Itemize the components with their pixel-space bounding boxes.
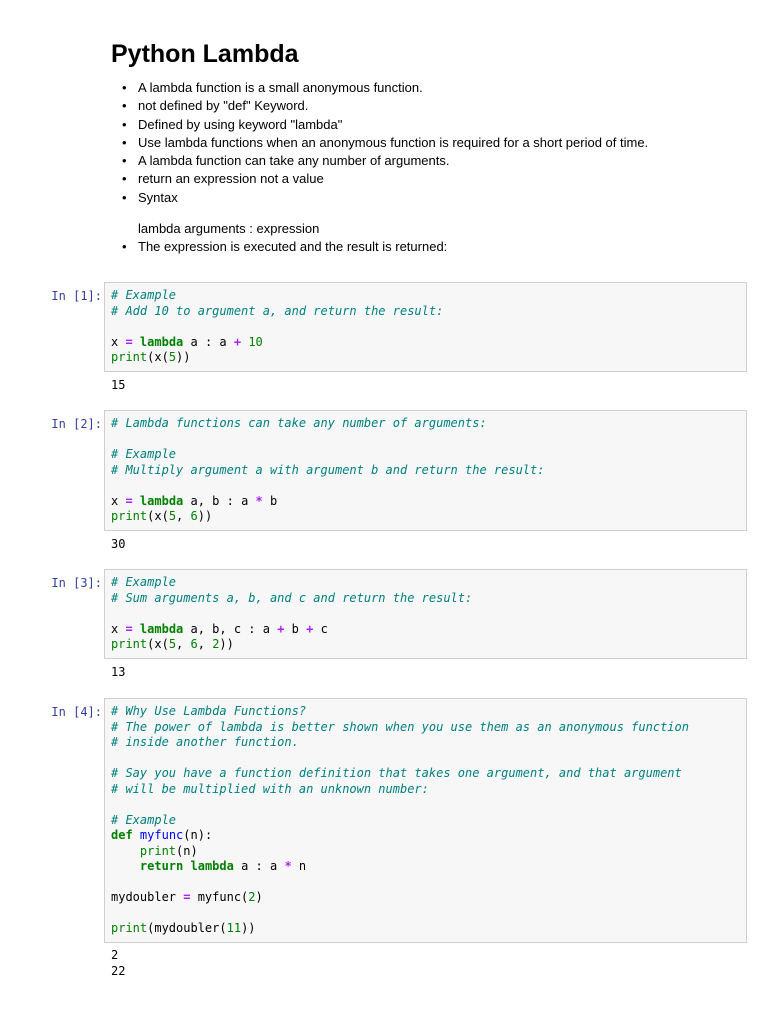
- code-token: # Say you have a function definition that takes one argument, and that argument: [111, 766, 682, 780]
- code-line: [111, 494, 741, 510]
- code-line: [111, 509, 741, 525]
- code-token: +: [306, 621, 314, 636]
- code-line: [111, 350, 741, 366]
- code-token: [133, 335, 140, 349]
- code-token: x: [111, 493, 126, 508]
- code-token: # Sum arguments a, b, and c and return the result:: [111, 590, 473, 605]
- code-token: 5: [168, 509, 177, 523]
- code-token: 2: [212, 637, 220, 651]
- code-line: [111, 637, 741, 653]
- code-token: # Example: [111, 447, 177, 461]
- code-line: [111, 813, 741, 829]
- code-token: )): [241, 921, 256, 935]
- code-line: [111, 766, 741, 782]
- code-line: [111, 432, 741, 448]
- code-token: n: [291, 859, 307, 873]
- code-token: # Example: [111, 288, 177, 302]
- code-token: # Why Use Lambda Functions?: [111, 704, 307, 718]
- code-token: return: [139, 859, 184, 873]
- code-line: [111, 575, 741, 591]
- code-token: ,: [176, 637, 191, 651]
- code-line: [111, 859, 741, 875]
- code-token: 5: [168, 637, 177, 651]
- code-line: [111, 751, 741, 767]
- code-token: [183, 859, 190, 873]
- bullet-text: Syntax: [138, 189, 178, 205]
- bullet-icon: •: [122, 153, 127, 169]
- code-token: [133, 494, 140, 508]
- code-cell-4[interactable]: [104, 698, 747, 943]
- code-token: print: [139, 843, 177, 858]
- code-line: [111, 463, 741, 479]
- code-line: [111, 797, 741, 813]
- code-editor[interactable]: [111, 416, 741, 525]
- code-token: # Multiply argument a with argument b and return the result:: [111, 462, 545, 477]
- bullet-item: [120, 189, 740, 207]
- code-token: # will be multiplied with an unknown number:: [111, 781, 429, 796]
- code-token: myfunc: [139, 828, 184, 842]
- code-token: =: [183, 890, 191, 904]
- code-cell-2[interactable]: [104, 410, 747, 531]
- code-token: print: [111, 350, 148, 364]
- code-editor[interactable]: [111, 288, 741, 366]
- code-editor[interactable]: [111, 704, 741, 937]
- code-token: # Example: [111, 812, 177, 827]
- cell-output: 2 22: [111, 948, 126, 978]
- bullet-item: [120, 116, 740, 134]
- code-token: 6: [190, 509, 198, 523]
- code-token: *: [255, 493, 263, 508]
- bullet-text: The expression is executed and the result is returned:: [138, 239, 448, 254]
- code-line: [111, 447, 741, 463]
- code-token: *: [284, 859, 292, 873]
- code-token: lambda: [139, 621, 184, 636]
- code-token: [133, 622, 140, 636]
- code-token: a : a: [183, 334, 234, 349]
- bullet-text: not defined by "def" Keyword.: [138, 98, 309, 114]
- code-token: # Lambda functions can take any number of arguments:: [111, 416, 487, 430]
- code-line: [111, 735, 741, 751]
- code-token: 6: [190, 637, 198, 651]
- code-token: # inside another function.: [111, 735, 299, 749]
- code-token: print: [111, 509, 148, 523]
- code-token: (x(: [147, 637, 169, 651]
- code-token: )): [197, 509, 213, 523]
- code-token: 5: [168, 350, 177, 364]
- code-token: [133, 828, 140, 842]
- code-line: [111, 875, 741, 891]
- code-token: def: [111, 828, 133, 842]
- code-token: [111, 844, 140, 858]
- code-line: [111, 304, 741, 320]
- bullet-text: Use lambda functions when an anonymous function is required for a short period of time.: [138, 134, 649, 150]
- code-line: [111, 720, 741, 736]
- bullet-icon: •: [122, 98, 127, 114]
- code-token: c: [313, 621, 328, 636]
- bullet-text: Defined by using keyword "lambda": [138, 116, 343, 132]
- code-token: print: [111, 921, 148, 935]
- code-token: (n): [176, 843, 198, 858]
- code-line: [111, 704, 741, 720]
- code-line: [111, 921, 741, 937]
- code-token: x: [111, 621, 126, 636]
- code-token: =: [125, 334, 133, 349]
- cell-prompt: In [2]:: [51, 417, 102, 431]
- cell-prompt: In [4]:: [51, 705, 102, 719]
- syntax-example: lambda arguments : expression: [138, 221, 320, 236]
- code-token: 11: [226, 921, 242, 935]
- code-line: [111, 288, 741, 304]
- bullet-item: [120, 170, 740, 188]
- code-token: # Example: [111, 575, 177, 589]
- code-line: [111, 782, 741, 798]
- bullet-icon: •: [122, 80, 127, 95]
- intro-bullet-list: [120, 79, 740, 207]
- code-token: a, b : a: [183, 493, 256, 508]
- code-cell-1[interactable]: [104, 282, 747, 372]
- code-line: [111, 478, 741, 494]
- code-token: b: [284, 621, 307, 636]
- code-line: [111, 416, 741, 432]
- code-token: ): [255, 890, 263, 904]
- code-token: +: [233, 334, 242, 349]
- cell-output: 15: [111, 378, 126, 392]
- code-token: mydoubler: [111, 890, 184, 904]
- bullet-item: [120, 134, 740, 152]
- code-token: =: [125, 493, 133, 508]
- code-token: myfunc(: [190, 890, 249, 904]
- code-token: lambda: [139, 493, 184, 508]
- code-token: )): [219, 637, 234, 651]
- code-token: ,: [176, 509, 191, 523]
- bullet-icon: •: [122, 116, 127, 132]
- bullet-item: [120, 152, 740, 170]
- code-line: [111, 319, 741, 335]
- code-editor[interactable]: [111, 575, 741, 653]
- page-title: Python Lambda: [111, 40, 299, 68]
- cell-prompt: In [1]:: [51, 289, 102, 303]
- code-line: [111, 622, 741, 638]
- code-token: (mydoubler(: [147, 921, 227, 935]
- code-line: [111, 335, 741, 351]
- bullet-icon: •: [122, 189, 127, 205]
- code-token: [111, 859, 140, 873]
- code-token: =: [125, 621, 133, 636]
- bullet-text: return an expression not a value: [138, 171, 324, 187]
- code-token: # Add 10 to argument a, and return the result:: [111, 303, 444, 318]
- code-token: x: [111, 334, 126, 349]
- code-line: [111, 828, 741, 844]
- code-token: a, b, c : a: [183, 621, 278, 636]
- code-cell-3[interactable]: [104, 569, 747, 659]
- code-line: [111, 890, 741, 906]
- code-token: (x(: [147, 509, 169, 523]
- bullet-icon: •: [122, 171, 127, 187]
- code-line: [111, 591, 741, 607]
- cell-output: 30: [111, 537, 126, 551]
- cell-prompt: In [3]:: [51, 576, 102, 590]
- code-token: (x(: [147, 350, 169, 364]
- code-token: 10: [248, 334, 263, 349]
- bullet-item: [120, 97, 740, 115]
- bullet-text: A lambda function can take any number of arguments.: [138, 153, 450, 169]
- code-token: ,: [197, 637, 213, 651]
- code-line: [111, 844, 741, 860]
- code-token: +: [277, 621, 285, 636]
- bullet-icon: •: [122, 239, 127, 254]
- bullet-item: [120, 79, 740, 97]
- outro-bullet-list: [120, 238, 447, 256]
- code-line: [111, 606, 741, 622]
- code-token: 2: [248, 890, 256, 904]
- code-token: a : a: [233, 859, 285, 873]
- code-token: lambda: [139, 334, 184, 349]
- cell-output: 13: [111, 665, 126, 679]
- bullet-icon: •: [122, 134, 127, 150]
- code-token: )): [176, 350, 191, 364]
- code-token: (n):: [183, 828, 213, 842]
- code-line: [111, 906, 741, 922]
- bullet-item: [120, 238, 447, 256]
- code-token: # The power of lambda is better shown when you use them as an anonymous function: [111, 719, 689, 734]
- code-token: lambda: [190, 859, 234, 873]
- code-token: print: [111, 637, 148, 651]
- bullet-text: A lambda function is a small anonymous function.: [138, 80, 423, 95]
- code-token: b: [262, 493, 278, 508]
